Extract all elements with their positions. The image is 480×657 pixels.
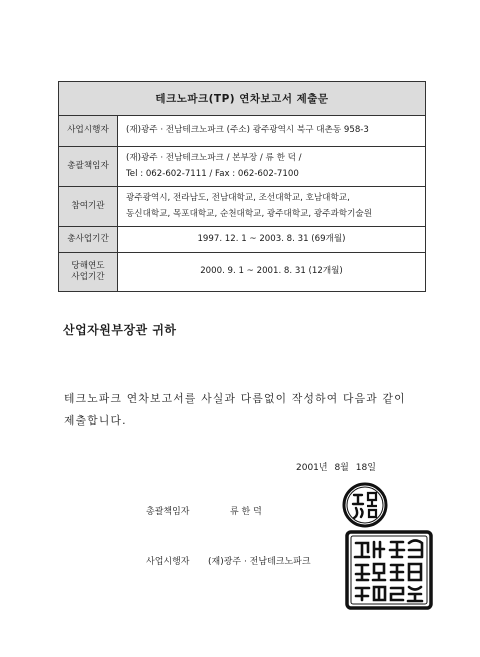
official-seal-icon [345, 530, 433, 610]
year-period-label-1: 당해연도 [71, 260, 105, 271]
signature-manager-name: 류 한 덕 [230, 507, 262, 517]
label-year-period [59, 253, 118, 292]
report-title: 테크노파크(TP) 연차보고서 제출문 [59, 82, 426, 116]
label-manager: 총괄책임자 [59, 147, 118, 187]
value-total-period: 1997. 12. 1 ~ 2003. 8. 31 (69개월) [118, 227, 426, 253]
label-participants: 참여기관 [59, 187, 118, 227]
statement-line-2: 제출합니다. [64, 414, 127, 427]
label-total-period: 총사업기간 [59, 227, 118, 253]
value-participants [118, 187, 426, 227]
submission-date: 2001년 8월 18일 [296, 463, 376, 473]
participants-line-2: 동신대학교, 목포대학교, 순천대학교, 광주대학교, 광주과학기술원 [126, 208, 372, 219]
signature-executor-label: 사업시행자 [146, 557, 190, 567]
signature-manager-label: 총괄책임자 [146, 507, 190, 517]
value-manager [118, 147, 426, 187]
manager-line-2: Tel : 062-602-7111 / Fax : 062-602-7100 [126, 168, 299, 179]
participants-line-1: 광주광역시, 전라남도, 전남대학교, 조선대학교, 호남대학교, [126, 193, 350, 204]
value-executor: (재)광주 · 전남테크노파크 (주소) 광주광역시 북구 대촌동 958-3 [118, 116, 426, 147]
label-executor: 사업시행자 [59, 116, 118, 147]
value-year-period: 2000. 9. 1 ~ 2001. 8. 31 (12개월) [118, 253, 426, 292]
statement-line-1: 테크노파크 연차보고서를 사실과 다름없이 작성하여 다음과 같이 [64, 392, 406, 405]
personal-seal-icon [342, 482, 388, 528]
manager-line-1: (재)광주 · 전남테크노파크 / 본부장 / 류 한 덕 / [126, 153, 302, 164]
signature-executor-name: (재)광주 · 전남테크노파크 [208, 557, 311, 567]
submission-statement [64, 388, 426, 432]
addressee: 산업자원부장관 귀하 [63, 323, 177, 337]
report-table [58, 81, 426, 292]
year-period-label-2: 사업기간 [71, 272, 105, 282]
